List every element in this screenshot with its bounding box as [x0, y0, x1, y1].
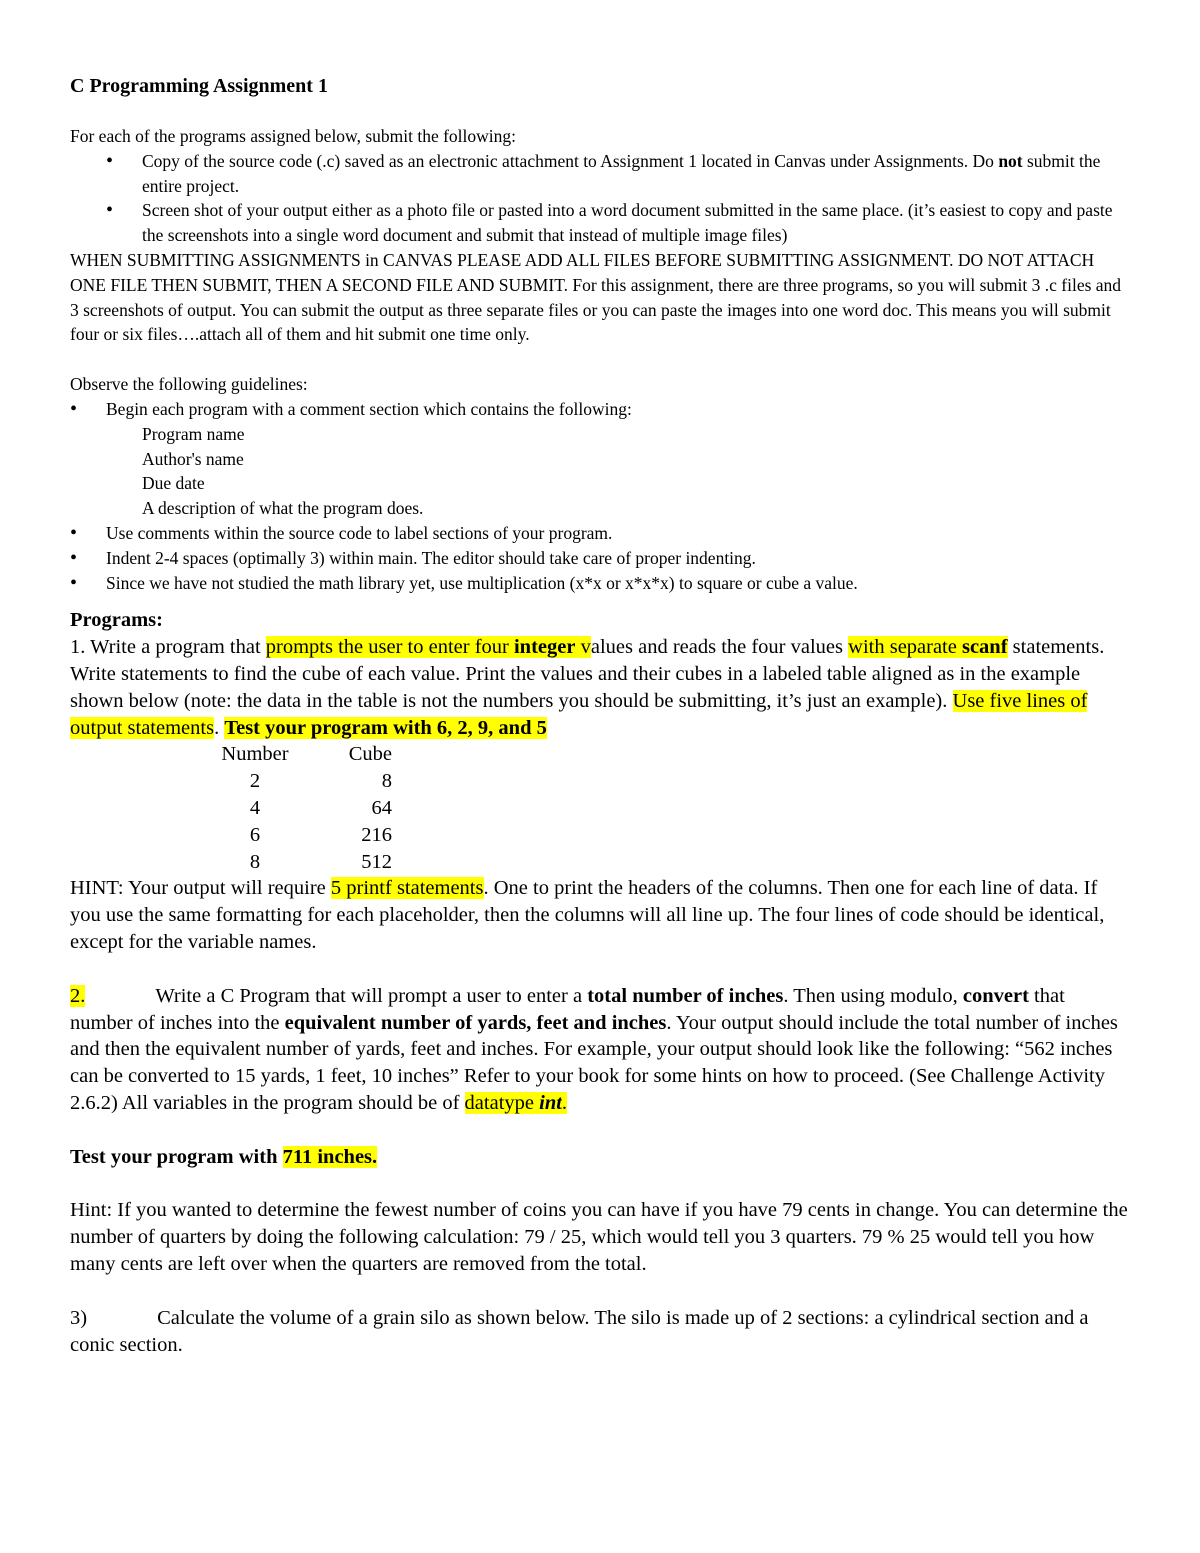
document-title: C Programming Assignment 1 [70, 75, 328, 97]
table-header: Cube [348, 743, 392, 766]
p2-text: Write a C Program that will prompt a user to enter a [155, 984, 588, 1007]
guidelines-list-cont [70, 521, 1130, 595]
p2-test-text: Test your program with [70, 1145, 283, 1168]
warning-rest: For this assignment, there are three programs, so you will submit 3 .c files and 3 screenshots of output. You can submit the output as three separate files or you can paste the images into one word doc. This means you will submit four or six files….attach all of them and hit submit one time only. [70, 274, 1122, 345]
intro-lead: For each of the programs assigned below, submit the following: [70, 126, 517, 146]
p1-text: . [214, 716, 225, 739]
programs-heading: Programs: [70, 609, 163, 632]
p2-text: . Your output should include the total number of inches and then the equivalent number of yards, feet and inches. For example, your output should look like the following: “562 inches can be converted to 15 yards, 1 feet, 10 inches” Refer to your book for some hints on how to proceed. (See Challenge Activity 2.6.2) All variables in the program should be of [70, 1011, 1118, 1114]
program-2 [70, 983, 1130, 1117]
p2-bold: equivalent number of yards, feet and inches [284, 1011, 667, 1034]
p1-test-values: Test your program with 6, 2, 9, and 5 [224, 716, 547, 739]
p1-highlight-bold: integer [513, 636, 576, 659]
comment-field: Due date [142, 473, 205, 494]
submission-item-bold: not [998, 150, 1023, 171]
comment-field: Program name [142, 423, 245, 444]
guideline-item: • Use comments within the source code to label sections of your program. [70, 521, 1130, 546]
table-row [210, 768, 400, 795]
hint-text: . One to print the headers of the columns. Then one for each line of data. If you use the same formatting for each placeholder, then the columns will all line up. The four lines of code should be identical, except for the variable names. [70, 877, 1105, 953]
submission-item-text: Copy of the source code (.c) saved as an electronic attachment to Assignment 1 located in Canvas under Assignments. Do [142, 150, 999, 171]
p2-test [70, 1144, 1130, 1171]
table-cell: 512 [361, 850, 392, 873]
submission-list [70, 149, 1130, 248]
program-1 [70, 634, 1130, 956]
guidelines-list [70, 397, 1130, 422]
p2-hint: Hint: If you wanted to determine the fewest number of coins you can have if you have 79 cents in change. You can determine the number of quarters by doing the following calculation: 79 / 25, which would tell you 3 quarters. 79 % 25 would tell you how many cents are left over when the quarters are removed from the total. [70, 1199, 1128, 1276]
p2-bold: convert [962, 984, 1029, 1007]
submission-item-text-end: submit the entire project. [142, 150, 1101, 196]
p1-highlight: v [575, 636, 591, 659]
p3-number: 3) [70, 1306, 88, 1329]
p2-text: that number of inches into the [70, 984, 1065, 1034]
p1-highlight: prompts the user to enter four [265, 636, 514, 659]
table-cell: 4 [249, 796, 261, 819]
table-cell: 64 [371, 796, 392, 819]
submission-item-screenshot: • Screen shot of your output either as a photo file or pasted into a word document submitted in the same place. (it’s easiest to copy and paste the screenshots into a single word document and submit that instead of multiple image files) [70, 198, 1130, 248]
p2-test-value: 711 inches. [282, 1145, 378, 1168]
p1-highlight: with separate [848, 636, 962, 659]
guidelines-section [70, 372, 1130, 595]
guidelines-lead: Observe the following guidelines: [70, 374, 308, 395]
table-header: Number [221, 743, 289, 766]
intro-section [70, 124, 1130, 347]
example-table [210, 741, 400, 875]
guideline-item: • Since we have not studied the math library yet, use multiplication (x*x or x*x*x) to square or cube a value. [70, 571, 1130, 596]
p3-text: Calculate the volume of a grain silo as shown below. The silo is made up of 2 sections: a cylindrical section and a conic section. [70, 1306, 1089, 1356]
p2-number: 2. [70, 984, 86, 1007]
submission-warning [70, 248, 1130, 347]
p2-text: . Then using modulo, [783, 984, 963, 1007]
table-cell: 6 [249, 823, 261, 846]
comment-field: Author's name [142, 448, 244, 469]
hint-text: HINT: Your output will require [70, 877, 331, 900]
p2-highlight: datatype [464, 1091, 540, 1114]
p2-bold: total number of inches [587, 984, 784, 1007]
submission-item-source [70, 149, 1130, 199]
p1-highlight-bold: scanf [961, 636, 1008, 659]
program-3 [70, 1305, 1130, 1359]
table-row [210, 822, 400, 849]
p1-text: alues and reads the four values [590, 636, 849, 659]
p1-highlight: Use five lines of output statements [70, 689, 1088, 739]
guideline-item: • Begin each program with a comment section which contains the following: [70, 397, 1130, 422]
guideline-item: • Indent 2-4 spaces (optimally 3) within main. The editor should take care of proper indenting. [70, 546, 1130, 571]
hint-highlight: 5 printf statements [330, 877, 484, 900]
comment-field: A description of what the program does. [142, 498, 424, 519]
p1-text: 1. Write a program that [70, 636, 266, 659]
p1-hint [70, 875, 1130, 955]
table-cell: 2 [249, 770, 261, 793]
document-page [70, 72, 1130, 1358]
table-cell: 216 [361, 823, 392, 846]
p2-highlight-bold: int [539, 1091, 562, 1114]
table-cell: 8 [381, 770, 392, 793]
table-cell: 8 [249, 850, 261, 873]
p1-text: statements. Write statements to find the cube of each value. Print the values and their cubes in a labeled table aligned as in the example shown below (note: the data in the table is not the numbers you should be submitting, it’s just an example). [70, 636, 1105, 712]
p2-text: . [561, 1091, 568, 1114]
table-row [210, 849, 400, 876]
table-row [210, 795, 400, 822]
table-header-row [210, 741, 400, 768]
warning-caps: WHEN SUBMITTING ASSIGNMENTS in CANVAS PLEASE ADD ALL FILES BEFORE SUBMITTING ASSIGNMENT. DO NOT ATTACH ONE FILE THEN SUBMIT, THEN A SECOND FILE AND SUBMIT. [70, 249, 1095, 295]
